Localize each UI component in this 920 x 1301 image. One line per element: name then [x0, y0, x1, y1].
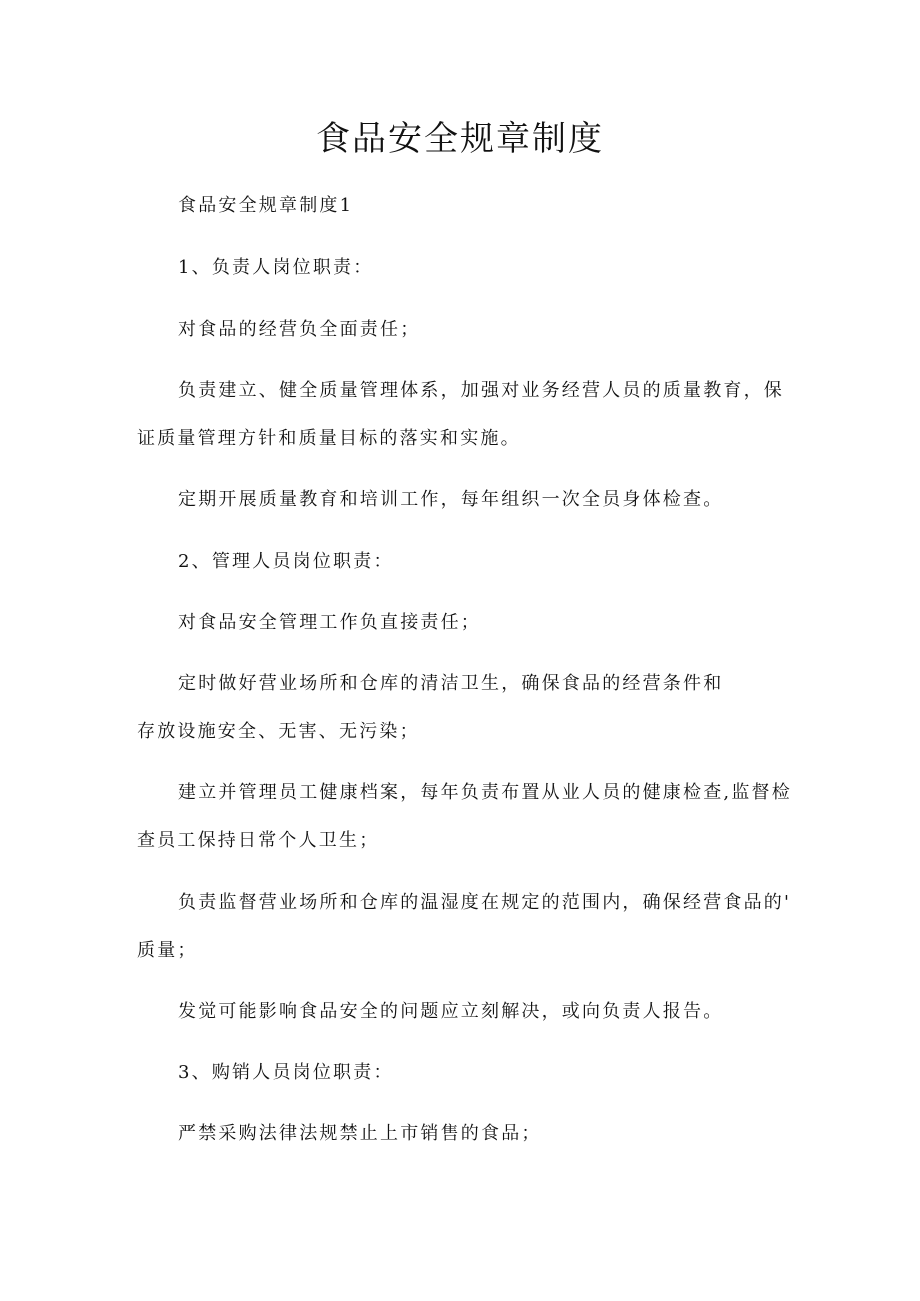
- paragraph-line: 存放设施安全、无害、无污染；: [137, 721, 420, 742]
- paragraph-line: 对食品的经营负全面责任；: [178, 319, 421, 340]
- clause-heading: 3、购销人员岗位职责：: [178, 1062, 394, 1083]
- paragraph-line: 建立并管理员工健康档案，每年负责布置从业人员的健康检查,监督检: [178, 782, 792, 803]
- paragraph-line: 质量；: [137, 940, 198, 961]
- section-heading: 食品安全规章制度1: [178, 195, 354, 216]
- clause-heading: 2、管理人员岗位职责：: [178, 551, 394, 572]
- paragraph-line: 负责监督营业场所和仓库的温湿度在规定的范围内，确保经营食品的': [178, 892, 792, 913]
- paragraph-line: 定期开展质量教育和培训工作，每年组织一次全员身体检查。: [178, 489, 724, 510]
- paragraph-line: 严禁采购法律法规禁止上市销售的食品；: [178, 1123, 542, 1144]
- paragraph-line: 对食品安全管理工作负直接责任；: [178, 612, 481, 633]
- clause-heading: 1、负责人岗位职责：: [178, 257, 374, 278]
- paragraph-line: 定时做好营业场所和仓库的清洁卫生，确保食品的经营条件和: [178, 673, 724, 694]
- paragraph-line: 发觉可能影响食品安全的问题应立刻解决，或向负责人报告。: [178, 1001, 724, 1022]
- page-title: 食品安全规章制度: [316, 119, 604, 159]
- paragraph-line: 查员工保持日常个人卫生；: [137, 830, 380, 851]
- paragraph-line: 负责建立、健全质量管理体系，加强对业务经营人员的质量教育，保: [178, 380, 784, 401]
- paragraph-line: 证质量管理方针和质量目标的落实和实施。: [137, 428, 521, 449]
